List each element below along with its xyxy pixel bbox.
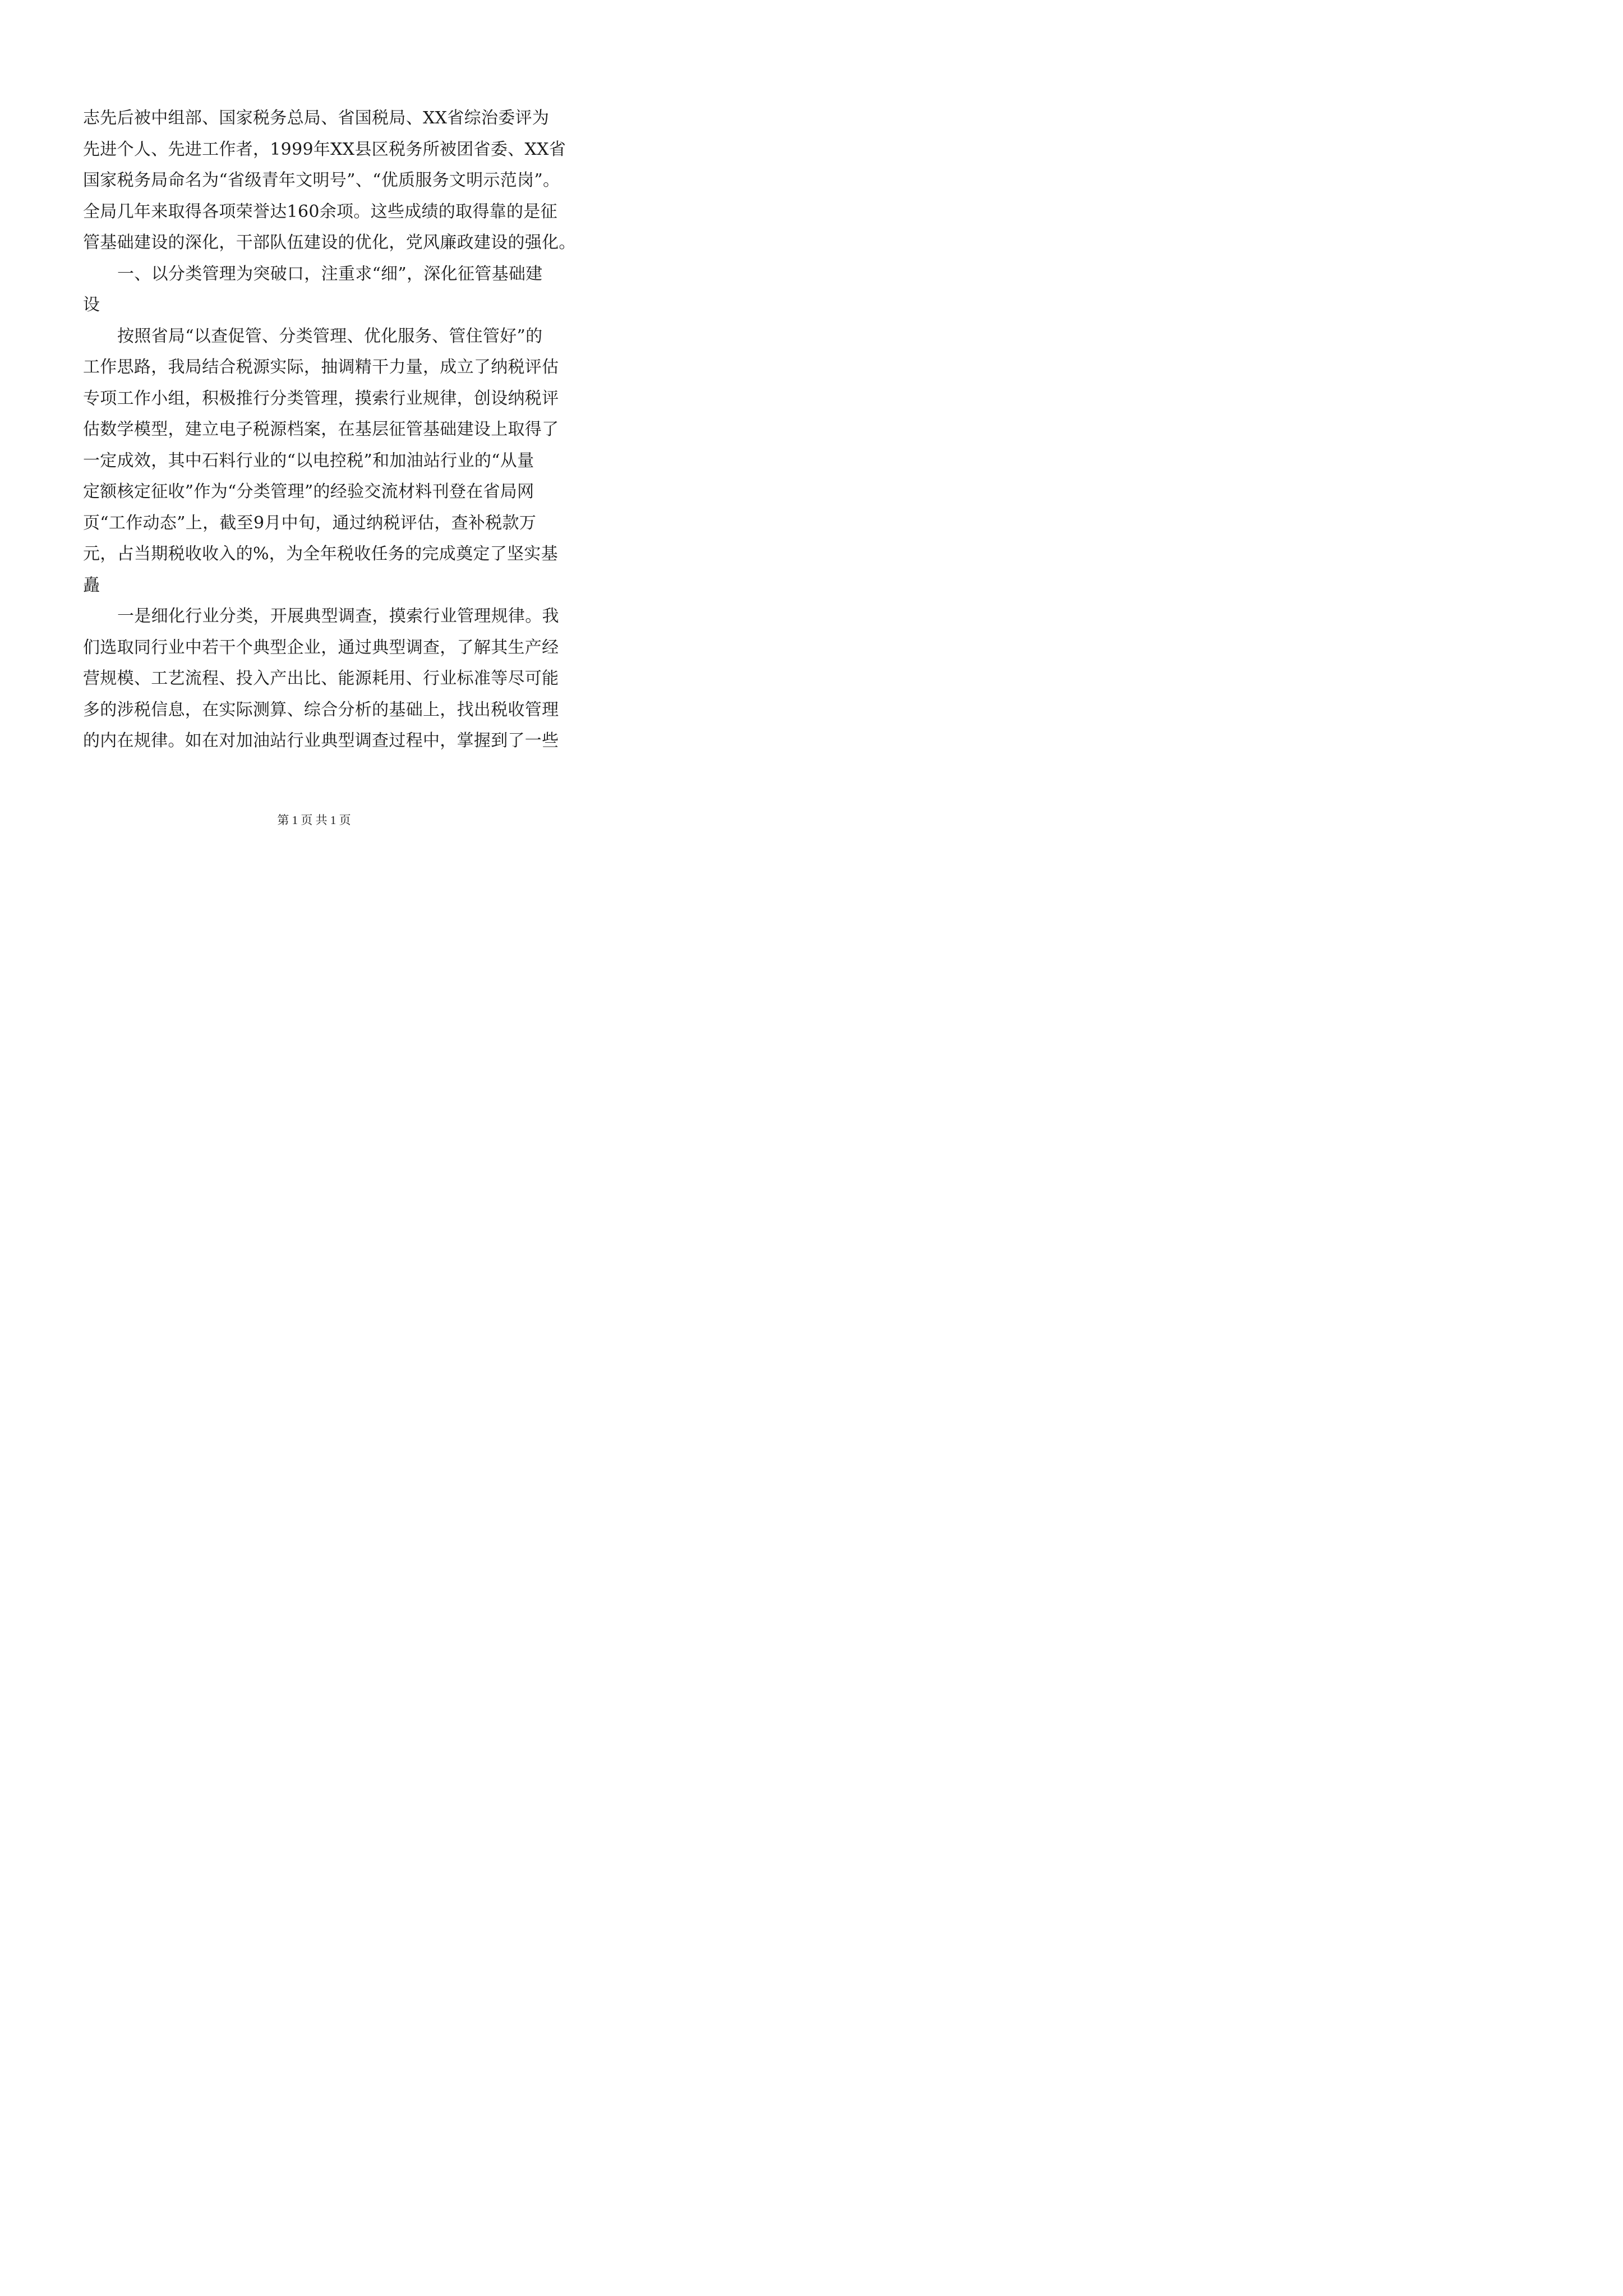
text-line: 先进个人、先进工作者，1999年XX县区税务所被团省委、XX省 [83, 139, 566, 159]
section-heading-line: 设 [83, 295, 100, 315]
document-body [83, 103, 576, 757]
text-line: 页“工作动态”上，截至9月中旬，通过纳税评估，查补税款万 [83, 513, 537, 533]
text-line: 志先后被中组部、国家税务总局、省国税局、XX省综治委评为 [83, 108, 550, 128]
text-line: 定额核定征收”作为“分类管理”的经验交流材料刊登在省局网 [83, 482, 534, 501]
text-line: 们选取同行业中若干个典型企业，通过典型调查，了解其生产经 [83, 637, 559, 657]
document-page [0, 0, 628, 889]
text-line: 多的涉税信息，在实际测算、综合分析的基础上，找出税收管理 [83, 700, 559, 720]
text-line: 一定成效，其中石料行业的“以电控税”和加油站行业的“从量 [83, 450, 534, 471]
text-line: 一是细化行业分类，开展典型调查，摸索行业管理规律。我 [117, 606, 559, 626]
text-line: 元，占当期税收收入的%，为全年税收任务的完成奠定了坚实基 [83, 544, 558, 564]
text-line: 国家税务局命名为“省级青年文明号”、“优质服务文明示范岗”。 [83, 171, 560, 190]
text-line: 的内在规律。如在对加油站行业典型调查过程中，掌握到了一些 [83, 731, 559, 751]
text-line: 专项工作小组，积极推行分类管理，摸索行业规律，创设纳税评 [83, 388, 559, 408]
text-line: 矗 [83, 575, 100, 595]
text-line: 营规模、工艺流程、投入产出比、能源耗用、行业标准等尽可能 [83, 669, 559, 688]
text-line: 全局几年来取得各项荣誉达160余项。这些成绩的取得靠的是征 [83, 201, 557, 222]
text-line: 管基础建设的深化，干部队伍建设的优化，党风廉政建设的强化。 [83, 233, 576, 252]
page-footer: 第 1 页 共 1 页 [277, 813, 351, 827]
text-line: 按照省局“以查促管、分类管理、优化服务、管住管好”的 [117, 326, 543, 346]
text-line: 工作思路，我局结合税源实际，抽调精干力量，成立了纳税评估 [83, 357, 559, 377]
text-line: 估数学模型，建立电子税源档案，在基层征管基础建设上取得了 [83, 420, 559, 439]
section-heading-line: 一、以分类管理为突破口，注重求“细”，深化征管基础建 [117, 264, 543, 284]
